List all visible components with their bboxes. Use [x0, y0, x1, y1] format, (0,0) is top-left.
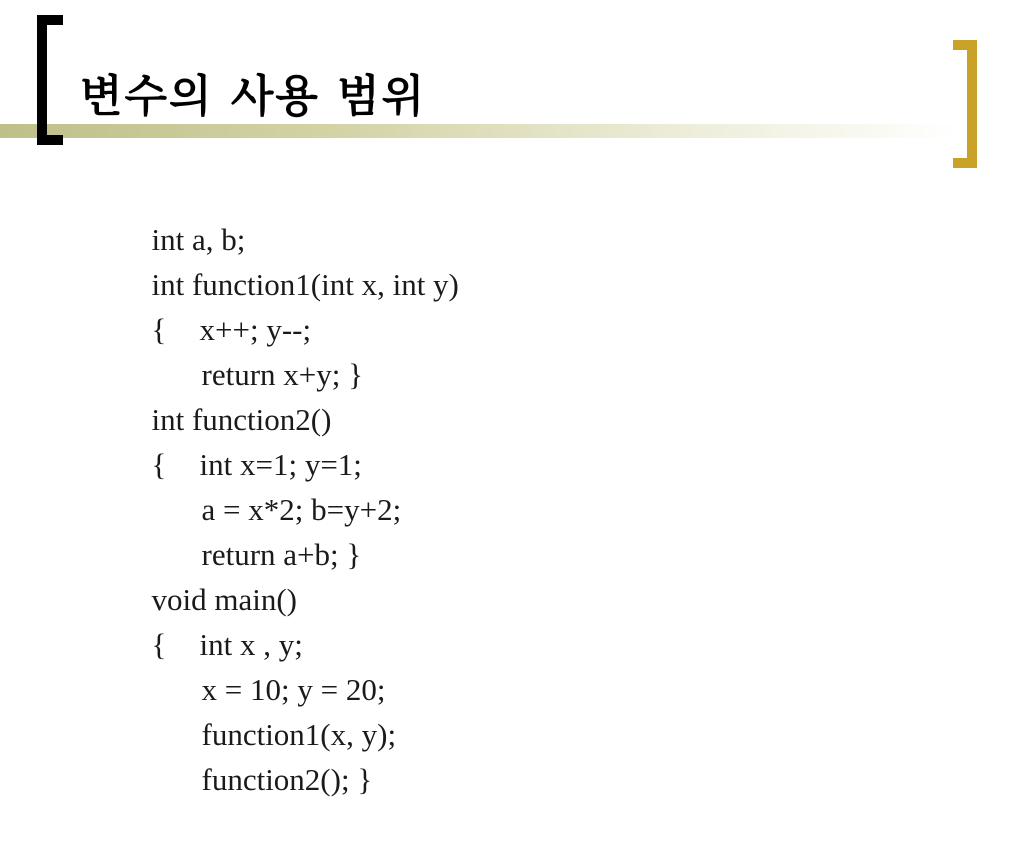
open-brace: {	[151, 312, 167, 347]
code-text: return a+b; }	[201, 537, 362, 572]
code-text: int x=1; y=1;	[199, 447, 362, 482]
code-text: int x , y;	[199, 627, 303, 662]
open-brace: {	[151, 627, 167, 662]
title-underline-bar	[0, 124, 960, 138]
code-text: int a, b;	[151, 222, 246, 257]
code-text: int function1(int x, int y)	[151, 267, 459, 302]
code-text: x++; y--;	[199, 312, 312, 347]
code-text: void main()	[151, 582, 297, 617]
left-bracket-decoration	[37, 15, 63, 145]
code-text: a = x*2; b=y+2;	[201, 492, 402, 527]
code-text: return x+y; }	[201, 357, 363, 392]
right-bracket-decoration	[953, 40, 977, 168]
slide-title: 변수의 사용 범위	[80, 71, 427, 122]
code-line	[105, 172, 459, 257]
code-block	[105, 172, 459, 797]
code-text: x = 10; y = 20;	[201, 672, 386, 707]
code-text: function2(); }	[201, 762, 373, 797]
code-text: int function2()	[151, 402, 332, 437]
code-text: function1(x, y);	[201, 717, 397, 752]
open-brace: {	[151, 447, 167, 482]
